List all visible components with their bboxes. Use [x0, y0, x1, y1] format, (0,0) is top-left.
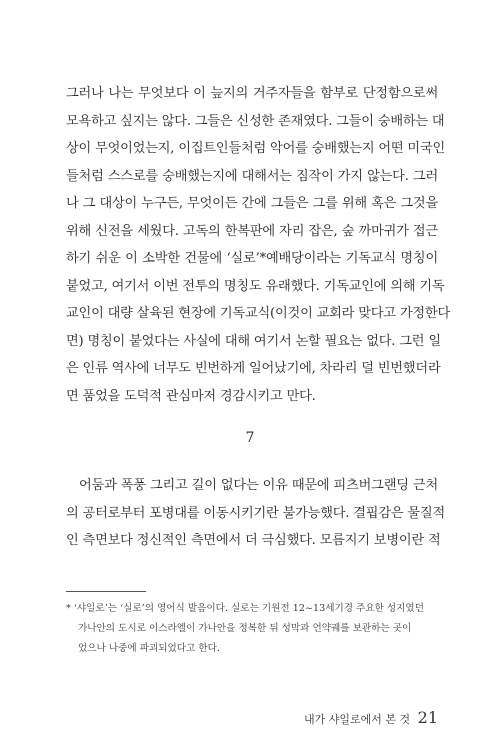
body-paragraph-2 — [66, 472, 446, 555]
text-line: 들처럼 스스로를 숭배했는지에 대해서는 짐작이 가지 않는다. 그러 — [66, 168, 438, 184]
text-line: 면) 명칭이 붙었다는 사실에 대해 여기서 논할 필요는 없다. 그런 일 — [66, 333, 441, 349]
text-line: 면 품었을 도덕적 관심마저 경감시키고 만다. — [66, 388, 316, 404]
text-line: 인 측면보다 정신적인 측면에서 더 극심했다. 모름지기 보병이란 적 — [66, 533, 441, 548]
text-line: 상이 무엇이었는지, 이집트인들처럼 악어를 숭배했는지 어떤 미국인 — [66, 141, 446, 156]
running-footer — [304, 708, 438, 730]
footnote — [66, 599, 438, 659]
text-line: 모욕하고 싶지는 않다. 그들은 신성한 존재였다. 그들이 숭배하는 대 — [66, 113, 445, 129]
section-number: 7 — [245, 430, 255, 446]
body-paragraph-1 — [66, 80, 450, 410]
text-line: 나 그 대상이 누구든, 무엇이든 간에 그들은 그를 위해 혹은 그것을 — [66, 196, 438, 211]
text-line: 어둠과 폭풍 그리고 길이 없다는 이유 때문에 피츠버그랜딩 근처 — [79, 478, 438, 493]
footnote-divider — [66, 591, 146, 592]
page-number: 21 — [417, 708, 438, 727]
footnote-line: * ‘샤일로’는 ‘실로’의 영어식 발음이다. 실로는 기원전 12~13세기경 주요한 성지였던 — [66, 603, 424, 614]
text-line: 의 공터로부터 포병대를 이동시키기란 불가능했다. 결핍감은 물질적 — [66, 505, 446, 521]
text-line: 위해 신전을 세웠다. 고독의 한복판에 자리 잡은, 숲 까마귀가 접근 — [66, 223, 438, 239]
text-line: 그러나 나는 무엇보다 이 늪지의 거주자들을 함부로 단정함으로써 — [66, 86, 438, 101]
text-line: 붙었고, 여기서 이번 전투의 명칭도 유래했다. 기독교인에 의해 기독 — [66, 278, 445, 294]
footnote-line: 가나안의 도시로 이스라엘이 가나안을 정복한 뒤 성막과 언약궤를 보관하는 곳이 — [78, 623, 412, 634]
text-line: 은 인류 역사에 너무도 빈번하게 일어났기에, 차라리 덜 빈번했더라 — [66, 361, 441, 376]
footnote-line: 었으나 나중에 파괴되었다고 한다. — [78, 643, 220, 654]
text-line: 하기 쉬운 이 소박한 건물에 ‘실로’*예배당이라는 기독교식 명칭이 — [66, 251, 438, 266]
running-footer-title: 내가 샤일로에서 본 것 — [304, 713, 411, 726]
text-line: 교인이 대량 살육된 현장에 기독교식(이것이 교회라 맞다고 가정한다 — [66, 306, 450, 321]
